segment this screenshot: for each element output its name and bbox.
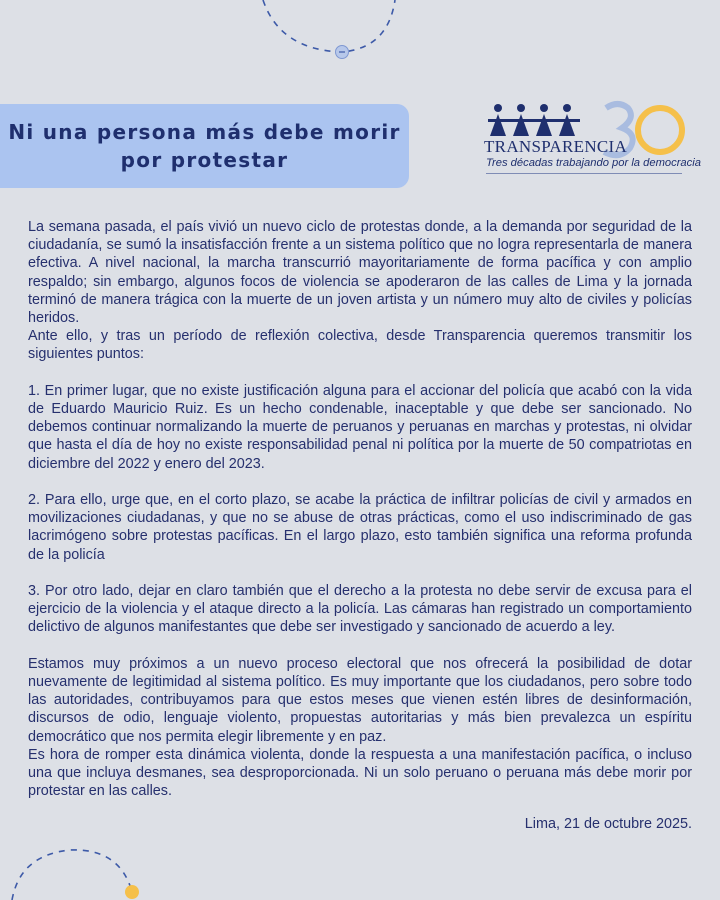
lead-paragraph: Ante ello, y tras un período de reflexión colectiva, desde Transparencia queremos transmitir los siguientes puntos: bbox=[28, 328, 692, 363]
intro-paragraph: La semana pasada, el país vivió un nuevo ciclo de protestas donde, a la demanda por seguridad de la ciudadanía, se sumó la insatisfacción frente a un sistema político que no logra representarla de manera efectiva. A nivel nacional, la marcha transcurrió mayoritariamente de forma pacífica y con amplio respaldo; sin embargo, algunos focos de violencia se apoderaron de las calles de Lima y la jornada terminó de manera trágica con la muerte de un joven artista y un número muy alto de civiles y policías heridos. bbox=[28, 219, 692, 327]
signature-date: Lima, 21 de octubre 2025. bbox=[524, 816, 692, 832]
logo-wordmark: TRANSPARENCIA bbox=[484, 137, 628, 156]
title-banner bbox=[0, 104, 409, 188]
title-line-1: Ni una persona más debe morir bbox=[8, 120, 401, 144]
logo-divider bbox=[486, 173, 682, 174]
point-1-paragraph: 1. En primer lugar, que no existe justificación alguna para el accionar del policía que acabó con la vida de Eduardo Mauricio Ruiz. Es un hecho condenable, inaceptable y que debe ser sancionado. No debemos continuar normalizando la muerte de peruanos y peruanas en marchas y protestas, ni olvidar que hasta el día de hoy no existe responsabilidad penal ni política por la muerte de 50 compatriotas en diciembre del 2022 y enero del 2023. bbox=[28, 382, 692, 472]
closing-paragraph-2: Es hora de romper esta dinámica violenta, donde la respuesta a una manifestación pacífica, o incluso una que incluya desmanes, sea desproporcionada. Ni un solo peruano o peruana más debe morir por protestar en las calles. bbox=[28, 746, 692, 800]
transparencia-logo bbox=[484, 100, 701, 180]
point-3-paragraph: 3. Por otro lado, dejar en claro también que el derecho a la protesta no debe servir de excusa para el ejercicio de la violencia y el ataque directo a la policía. Las cámaras han registrado un comportamiento delictivo de algunos manifestantes que debe ser investigado y sancionado de acuerdo a ley. bbox=[28, 583, 692, 636]
logo-tagline: Tres décadas trabajando por la democracia bbox=[486, 157, 701, 169]
people-figures-icon bbox=[486, 102, 606, 142]
title-line-2: por protestar bbox=[120, 148, 289, 172]
point-2-paragraph: 2. Para ello, urge que, en el corto plazo, se acabe la práctica de infiltrar policías de civil y armados en movilizaciones ciudadanas, y que no se abuse de otras prácticas, como el uso indiscriminado de gas lacrimógeno sobre protestas pacíficas. En el largo plazo, esto también significa una reforma profunda de la policía bbox=[28, 492, 692, 563]
closing-paragraph-1: Estamos muy próximos a un nuevo proceso electoral que nos ofrecerá la posibilidad de dotar nuevamente de legitimidad al sistema político. Es muy importante que los ciudadanos, pero sobre todo las autoridades, contribuyamos para que estos meses que vienen estén libres de desinformación, discursos de odio, lenguaje violento, propuestas autoritarias y más bien prevalezca un espíritu democrático que nos permita elegir libremente y en paz. bbox=[28, 655, 692, 745]
statement-body bbox=[28, 218, 692, 800]
